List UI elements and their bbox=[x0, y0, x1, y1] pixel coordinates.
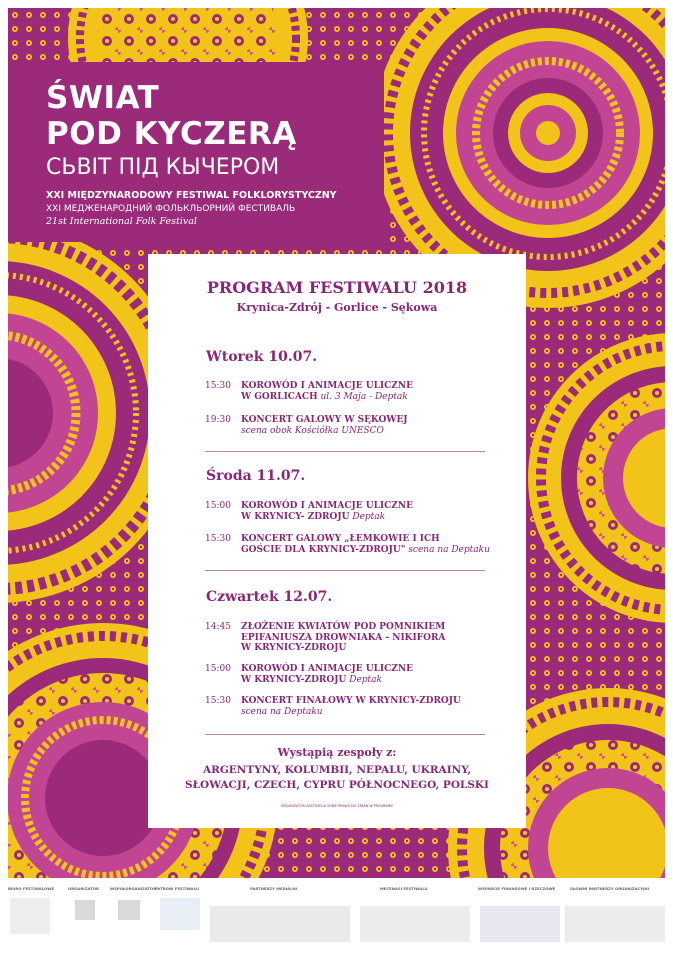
event-description bbox=[241, 501, 501, 522]
event-time: 15:00 bbox=[205, 664, 231, 674]
footer-section-heading: ORGANIZATOR bbox=[68, 886, 99, 891]
program-panel bbox=[148, 254, 526, 828]
event-venue: scena na Deptaku bbox=[408, 544, 490, 555]
event-title: KONCERT FINAŁOWY W KRYNICY-ZDROJU bbox=[241, 696, 461, 706]
festival-title-block bbox=[8, 62, 384, 242]
event-description bbox=[241, 664, 501, 685]
event-venue: scena na Deptaku bbox=[241, 706, 323, 717]
title-cyrillic: СЬВIТ ПIД КЫЧЕРОМ bbox=[46, 155, 280, 180]
program-locations: Krynica-Zdrój - Gorlice - Sękowa bbox=[236, 301, 438, 314]
event-title-line2: EPIFANIUSZA DROWNIAKA - NIKIFORA bbox=[241, 632, 446, 643]
divider bbox=[205, 570, 485, 571]
event-description bbox=[241, 415, 501, 436]
sponsor-logo bbox=[565, 906, 665, 942]
footer-section bbox=[8, 886, 54, 891]
event-title: KONCERT GALOWY „ŁEMKOWIE I ICH bbox=[241, 534, 440, 544]
footer-section bbox=[570, 886, 649, 891]
fine-print: ORGANIZATOR ZASTRZEGA SOBIE PRAWO DO ZMIAN W PROGRAMIE bbox=[280, 804, 394, 808]
footer-section-heading: MECENASI FESTIWALU bbox=[380, 886, 428, 891]
sponsor-logo bbox=[360, 906, 470, 942]
sponsors-footer bbox=[0, 878, 673, 960]
footer-section-heading: WSPARCIE FINANSOWE I RZECZOWE bbox=[478, 886, 556, 891]
footer-section bbox=[68, 886, 99, 891]
event-title-line2: GOŚCIE DLA KRYNICY-ZDROJU" bbox=[241, 544, 406, 555]
program-title: PROGRAM FESTIWALU 2018 bbox=[206, 278, 468, 297]
event-title-line2: W KRYNICY- ZDROJU bbox=[241, 511, 350, 522]
event-time: 15:30 bbox=[205, 381, 231, 391]
divider bbox=[205, 734, 485, 735]
event-title: KOROWÓD I ANIMACJE ULICZNE bbox=[241, 381, 413, 391]
footer-section bbox=[478, 886, 555, 891]
event-venue: scena obok Kościółka UNESCO bbox=[241, 425, 384, 436]
event-title-cont bbox=[241, 545, 501, 556]
footer-section-heading: PARTNERZY MEDIALNI bbox=[250, 886, 298, 891]
event-venue: Deptak bbox=[349, 674, 382, 685]
sponsor-logo bbox=[75, 900, 95, 920]
event-description bbox=[241, 622, 501, 654]
event-title-line2: W KRYNICY-ZDROJU bbox=[241, 674, 347, 685]
event-title-line3: W KRYNICY-ZDROJU bbox=[241, 643, 347, 653]
day-heading: Wtorek 10.07. bbox=[206, 349, 318, 365]
event-description bbox=[241, 534, 501, 555]
event-venue: Deptak bbox=[352, 511, 386, 522]
event-title-cont bbox=[241, 392, 501, 403]
event-title-cont bbox=[241, 675, 501, 686]
title-line-2: POD KYCZERĄ bbox=[46, 116, 297, 152]
subtitle-english: 21st International Folk Festival bbox=[46, 216, 197, 227]
day-heading: Czwartek 12.07. bbox=[206, 589, 333, 605]
divider bbox=[205, 451, 485, 452]
sponsor-logo bbox=[160, 898, 200, 930]
footer-section-heading: GŁÓWNI PARTNERZY ORGANIZACYJNI bbox=[570, 886, 650, 891]
sponsor-logo bbox=[210, 906, 350, 942]
footer-section-heading: WSPÓŁORGANIZATOR bbox=[110, 886, 157, 891]
day-heading: Środa 11.07. bbox=[206, 468, 306, 484]
event-title: KOROWÓD I ANIMACJE ULICZNE bbox=[241, 501, 413, 511]
footer-section bbox=[110, 886, 156, 891]
sponsor-logo bbox=[480, 906, 560, 942]
sponsor-logo bbox=[10, 898, 50, 934]
footer-section-heading: PATRONI FESTIWALU bbox=[155, 886, 199, 891]
footer-section bbox=[155, 886, 199, 891]
event-time: 15:00 bbox=[205, 501, 231, 511]
event-time: 14:45 bbox=[205, 622, 231, 632]
subtitle-polish: XXI MIĘDZYNARODOWY FESTIWAL FOLKLORYSTYCZNY bbox=[46, 190, 337, 201]
event-title: KONCERT GALOWY W SĘKOWEJ bbox=[241, 415, 408, 425]
footer-section-heading: BIURO FESTIWALOWE bbox=[8, 886, 55, 891]
footer-section bbox=[250, 886, 297, 891]
event-time: 15:30 bbox=[205, 696, 231, 706]
performers-countries-1: ARGENTYNY, KOLUMBII, NEPALU, UKRAINY, bbox=[202, 764, 472, 776]
event-time: 15:30 bbox=[205, 534, 231, 544]
event-title: KOROWÓD I ANIMACJE ULICZNE bbox=[241, 664, 413, 674]
event-description bbox=[241, 381, 501, 402]
performers-heading: Wystąpią zespoły z: bbox=[277, 746, 397, 759]
event-venue: ul. 3 Maja - Deptak bbox=[320, 391, 408, 402]
event-title: ZŁOŻENIE KWIATÓW POD POMNIKIEM bbox=[241, 622, 446, 632]
footer-section bbox=[380, 886, 428, 891]
performers-countries-2: SŁOWACJI, CZECH, CYPRU PÓŁNOCNEGO, POLSKI bbox=[185, 779, 489, 791]
event-title-cont bbox=[241, 512, 501, 523]
subtitle-ukrainian: XXI МЕДЖЕНАРОДНИЙ ФОЛЬКЛЬОРНИЙ ФЕСТИВАЛЬ bbox=[46, 204, 296, 214]
sponsor-logo bbox=[118, 900, 140, 920]
title-line-1: ŚWIAT bbox=[46, 80, 160, 116]
event-title-line2: W GORLICACH bbox=[241, 391, 318, 402]
event-time: 19:30 bbox=[205, 415, 231, 425]
event-description bbox=[241, 696, 501, 717]
